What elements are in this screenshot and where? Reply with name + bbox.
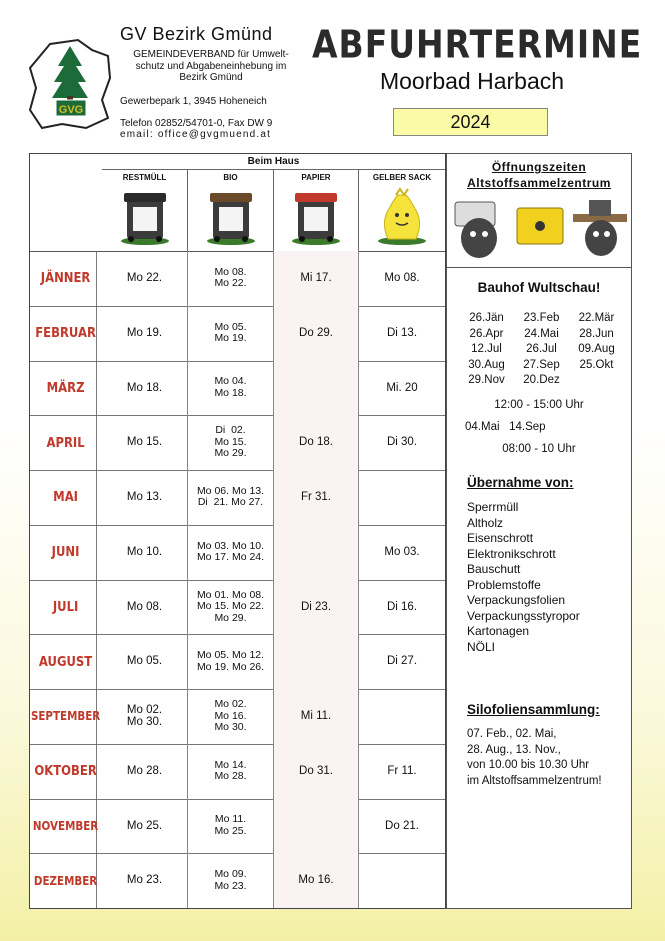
gelber-sack-cell: Mi. 20	[386, 381, 418, 394]
gelber-sack-cell: Di 27.	[386, 655, 418, 668]
month-label: MÄRZ	[35, 361, 97, 416]
opening-date: 12.Jul	[471, 343, 502, 355]
col-header-gelber-sack: GELBER SACK	[359, 170, 445, 250]
uebernahme-item: NÖLI	[467, 639, 496, 654]
gelber-sack-cell	[359, 689, 445, 744]
month-label: APRIL	[35, 415, 97, 470]
table-header	[30, 154, 445, 252]
bauhof-title: Bauhof Wultschau!	[477, 280, 601, 295]
gvg-logo	[28, 38, 112, 130]
restmuell-cell: Mo 15.	[126, 436, 163, 449]
gelber-sack-cell: Di 13.	[386, 326, 418, 339]
extra-dates: 04.Mai 14.Sep	[465, 421, 546, 433]
papier-cell	[274, 634, 358, 689]
papier-cell	[274, 525, 358, 580]
bio-bin-icon	[203, 185, 259, 245]
papier-cell: Fr 31.	[274, 470, 358, 525]
uebernahme-item: Sperrmüll	[467, 500, 519, 514]
bio-cell: Mo 06. Mo 13. Di 21. Mo 27.	[196, 484, 265, 509]
month-row	[30, 634, 445, 690]
month-label: JULI	[35, 580, 97, 635]
opening-date: 20.Dez	[523, 374, 560, 386]
opening-date	[569, 373, 624, 389]
uebernahme-item: Altholz	[467, 515, 504, 530]
restmuell-cell: Mo 02. Mo 30.	[126, 703, 163, 729]
col-header-restmuell: RESTMÜLL	[102, 170, 187, 250]
month-label: JÄNNER	[35, 251, 97, 306]
bio-cell: Mo 05. Mo 19.	[214, 320, 247, 345]
opening-date: 23.Feb	[523, 312, 560, 324]
opening-date: 30.Aug	[468, 358, 505, 371]
col-header-papier: PAPIER	[274, 170, 358, 250]
bio-cell: Mo 05. Mo 12. Mo 19. Mo 26.	[196, 649, 265, 673]
uebernahme-item: Elektronikschrott	[467, 546, 556, 561]
gelber-sack-cell: Do 21.	[385, 819, 419, 832]
silo-line: im Altstoffsammelzentrum!	[467, 774, 602, 787]
papier-cell: Do 18.	[274, 415, 358, 470]
month-label: SEPTEMBER	[35, 689, 97, 744]
papier-cell: Di 23.	[274, 580, 358, 635]
restmuell-cell: Mo 28.	[126, 764, 163, 777]
gelber-sack-cell	[359, 470, 445, 525]
month-label: AUGUST	[35, 634, 97, 689]
bio-cell: Di 02. Mo 15. Mo 29.	[214, 424, 247, 460]
opening-date: 26.Jän	[469, 312, 504, 324]
papier-cell: Do 29.	[274, 306, 358, 361]
silo-line: von 10.00 bis 10.30 Uhr	[467, 759, 590, 771]
month-row	[30, 415, 445, 471]
restmuell-cell: Mo 05.	[126, 655, 163, 668]
bio-cell: Mo 08. Mo 22.	[214, 265, 247, 290]
yellow-sack-icon	[374, 185, 430, 245]
col-header-bio: BIO	[188, 170, 273, 250]
page-subtitle: Moorbad Harbach	[379, 68, 565, 94]
gelber-sack-cell: Di 16.	[386, 600, 418, 613]
papier-cell: Do 31.	[274, 744, 358, 799]
uebernahme-item: Verpackungsfolien	[467, 593, 566, 607]
schedule-table	[29, 153, 446, 909]
month-row	[30, 744, 445, 800]
uebernahme-list	[467, 500, 580, 655]
restmuell-bin-icon	[117, 185, 173, 245]
restmuell-cell: Mo 19.	[126, 326, 163, 339]
org-name: GV Bezirk Gmünd	[120, 24, 273, 44]
month-label: DEZEMBER	[35, 853, 97, 908]
opening-date: 25.Okt	[579, 358, 614, 371]
opening-date: 27.Sep	[523, 358, 560, 371]
month-row	[30, 251, 445, 307]
silo-line: 07. Feb., 02. Mai,	[467, 728, 557, 740]
papier-bin-icon	[288, 185, 344, 245]
month-row	[30, 525, 445, 581]
gelber-sack-cell: Di 30.	[386, 436, 418, 449]
org-address: Gewerbepark 1, 3945 Hoheneich	[120, 96, 267, 107]
page-title: ABFUHRTERMINE	[312, 22, 643, 67]
papier-cell	[274, 799, 358, 854]
month-label: NOVEMBER	[35, 799, 97, 854]
bio-cell: Mo 01. Mo 08. Mo 15. Mo 22. Mo 29.	[196, 588, 265, 624]
silo-text	[467, 727, 602, 789]
opening-date: 22.Mär	[578, 312, 615, 324]
month-label: FEBRUAR	[35, 306, 97, 361]
gelber-sack-cell: Mo 08.	[384, 272, 420, 285]
month-row	[30, 689, 445, 745]
org-description: GEMEINDEVERBAND für Umwelt- schutz und Abgabeneinhebung im Bezirk Gmünd	[133, 49, 289, 83]
gelber-sack-cell: Mo 03.	[384, 545, 420, 558]
uebernahme-item: Verpackungsstyropor	[467, 608, 580, 623]
restmuell-cell: Mo 10.	[126, 545, 163, 558]
restmuell-cell: Mo 22.	[126, 272, 163, 285]
bio-cell: Mo 02. Mo 16. Mo 30.	[214, 698, 247, 734]
bio-cell: Mo 09. Mo 23.	[214, 868, 247, 892]
opening-hours-1: 12:00 - 15:00 Uhr	[494, 399, 584, 411]
bio-cell: Mo 11. Mo 25.	[214, 813, 247, 837]
opening-hours-heading: Öffnungszeiten Altstoffsammelzentrum	[467, 160, 611, 190]
opening-date: 24.Mai	[524, 327, 559, 340]
opening-date: 26.Apr	[469, 327, 504, 340]
gelber-sack-cell: Fr 11.	[387, 764, 417, 777]
month-row	[30, 306, 445, 362]
opening-date: 09.Aug	[578, 343, 615, 355]
opening-date: 28.Jun	[579, 327, 614, 340]
restmuell-cell: Mo 18.	[126, 381, 163, 394]
month-label: MAI	[35, 470, 97, 525]
uebernahme-item: Kartonagen	[467, 624, 530, 638]
silo-line: 28. Aug., 13. Nov.,	[467, 743, 561, 756]
opening-dates	[459, 311, 631, 389]
logo-text: GVG	[58, 104, 84, 116]
org-email: email: office@gvgmuend.at	[120, 129, 272, 140]
month-row	[30, 580, 445, 636]
gelber-sack-cell	[359, 853, 445, 908]
asz-header	[447, 154, 631, 268]
group-header: Beim Haus	[102, 154, 445, 170]
bio-cell: Mo 14. Mo 28.	[214, 758, 247, 783]
opening-hours-2: 08:00 - 10 Uhr	[502, 443, 576, 455]
uebernahme-item: Problemstoffe	[467, 577, 541, 592]
papier-cell: Mi 17.	[274, 251, 358, 306]
bio-cell: Mo 03. Mo 10. Mo 17. Mo 24.	[196, 539, 265, 564]
month-row	[30, 853, 445, 908]
month-row	[30, 799, 445, 855]
restmuell-cell: Mo 08.	[126, 600, 163, 613]
month-label: JUNI	[35, 525, 97, 580]
recycling-illustration	[451, 194, 629, 262]
silo-title: Silofoliensammlung:	[467, 702, 600, 717]
uebernahme-item: Bauschutt	[467, 562, 521, 576]
org-phone: Telefon 02852/54701-0, Fax DW 9	[120, 118, 273, 129]
opening-date: 29.Nov	[468, 374, 505, 386]
month-row	[30, 470, 445, 526]
uebernahme-item: Eisenschrott	[467, 531, 534, 545]
month-row	[30, 361, 445, 417]
papier-cell: Mo 16.	[274, 853, 358, 908]
restmuell-cell: Mo 13.	[126, 491, 163, 504]
year-badge: 2024	[393, 108, 548, 136]
uebernahme-title: Übernahme von:	[467, 475, 574, 490]
bio-cell: Mo 04. Mo 18.	[214, 375, 247, 399]
month-label: OKTOBER	[35, 744, 97, 799]
papier-cell: Mi 11.	[274, 689, 358, 744]
opening-date: 26.Jul	[526, 343, 557, 355]
restmuell-cell: Mo 25.	[126, 819, 163, 832]
papier-cell	[274, 361, 358, 416]
restmuell-cell: Mo 23.	[126, 874, 163, 887]
side-panel	[446, 153, 632, 909]
